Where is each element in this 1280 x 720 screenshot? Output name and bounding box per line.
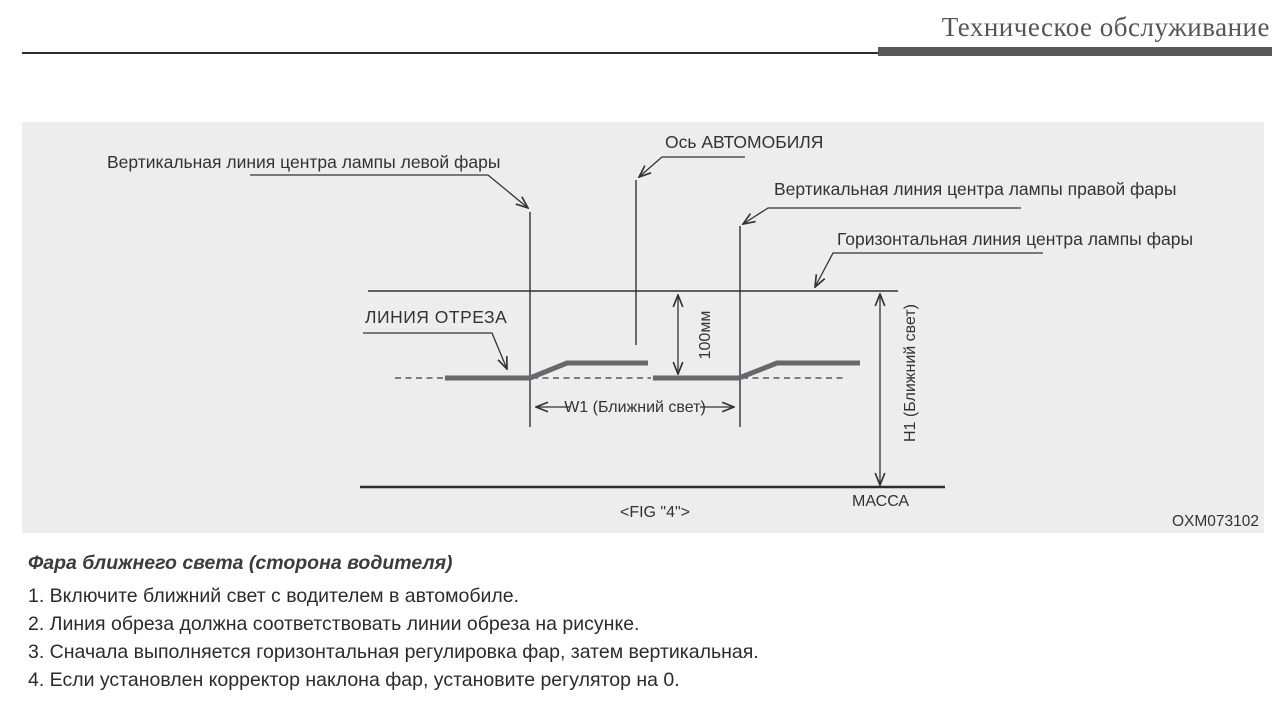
ground-label: МАССА bbox=[852, 493, 910, 510]
leader-vehicle-axis bbox=[639, 157, 745, 177]
dim-100mm-label: 100мм bbox=[697, 310, 714, 360]
label-left-headlight-line: Вертикальная линия центра лампы левой фары bbox=[107, 152, 501, 172]
label-vehicle-axis: Ось АВТОМОБИЛЯ bbox=[665, 132, 824, 152]
leader-left-headlight bbox=[250, 175, 528, 208]
instruction-step-3: 3. Сначала выполняется горизонтальная регулировка фар, затем вертикальная. bbox=[28, 641, 759, 663]
cutoff-beam-left bbox=[445, 363, 648, 378]
label-horizontal-center-line: Горизонтальная линия центра лампы фары bbox=[837, 229, 1194, 249]
image-code: OXM073102 bbox=[1171, 513, 1259, 530]
cutoff-beam-right bbox=[653, 363, 860, 378]
leader-horizontal-center bbox=[815, 253, 1043, 287]
instruction-step-4: 4. Если установлен корректор наклона фар, установите регулятор на 0. bbox=[28, 669, 680, 691]
diagram-panel bbox=[22, 122, 1264, 533]
leader-cutoff-line bbox=[363, 333, 507, 369]
instruction-step-2: 2. Линия обреза должна соответствовать линии обреза на рисунке. bbox=[28, 613, 640, 635]
page-title: Техническое обслуживание bbox=[941, 12, 1270, 42]
label-right-headlight-line: Вертикальная линия центра лампы правой фары bbox=[774, 179, 1177, 199]
instruction-step-1: 1. Включите ближний свет с водителем в автомобиле. bbox=[28, 585, 520, 607]
instructions-block bbox=[28, 552, 759, 694]
headlight-aiming-diagram bbox=[22, 122, 1264, 533]
header-rule bbox=[22, 52, 878, 54]
dim-w1-label: W1 (Ближний свет) bbox=[564, 399, 706, 416]
label-cutoff-line: ЛИНИЯ ОТРЕЗА bbox=[365, 307, 508, 327]
leader-right-headlight bbox=[743, 208, 1021, 224]
dim-h1-label: H1 (Ближний свет) bbox=[902, 303, 919, 443]
figure-caption: <FIG "4"> bbox=[619, 504, 691, 521]
instructions-heading: Фара ближнего света (сторона водителя) bbox=[28, 552, 453, 574]
header-accent-bar bbox=[878, 47, 1272, 56]
